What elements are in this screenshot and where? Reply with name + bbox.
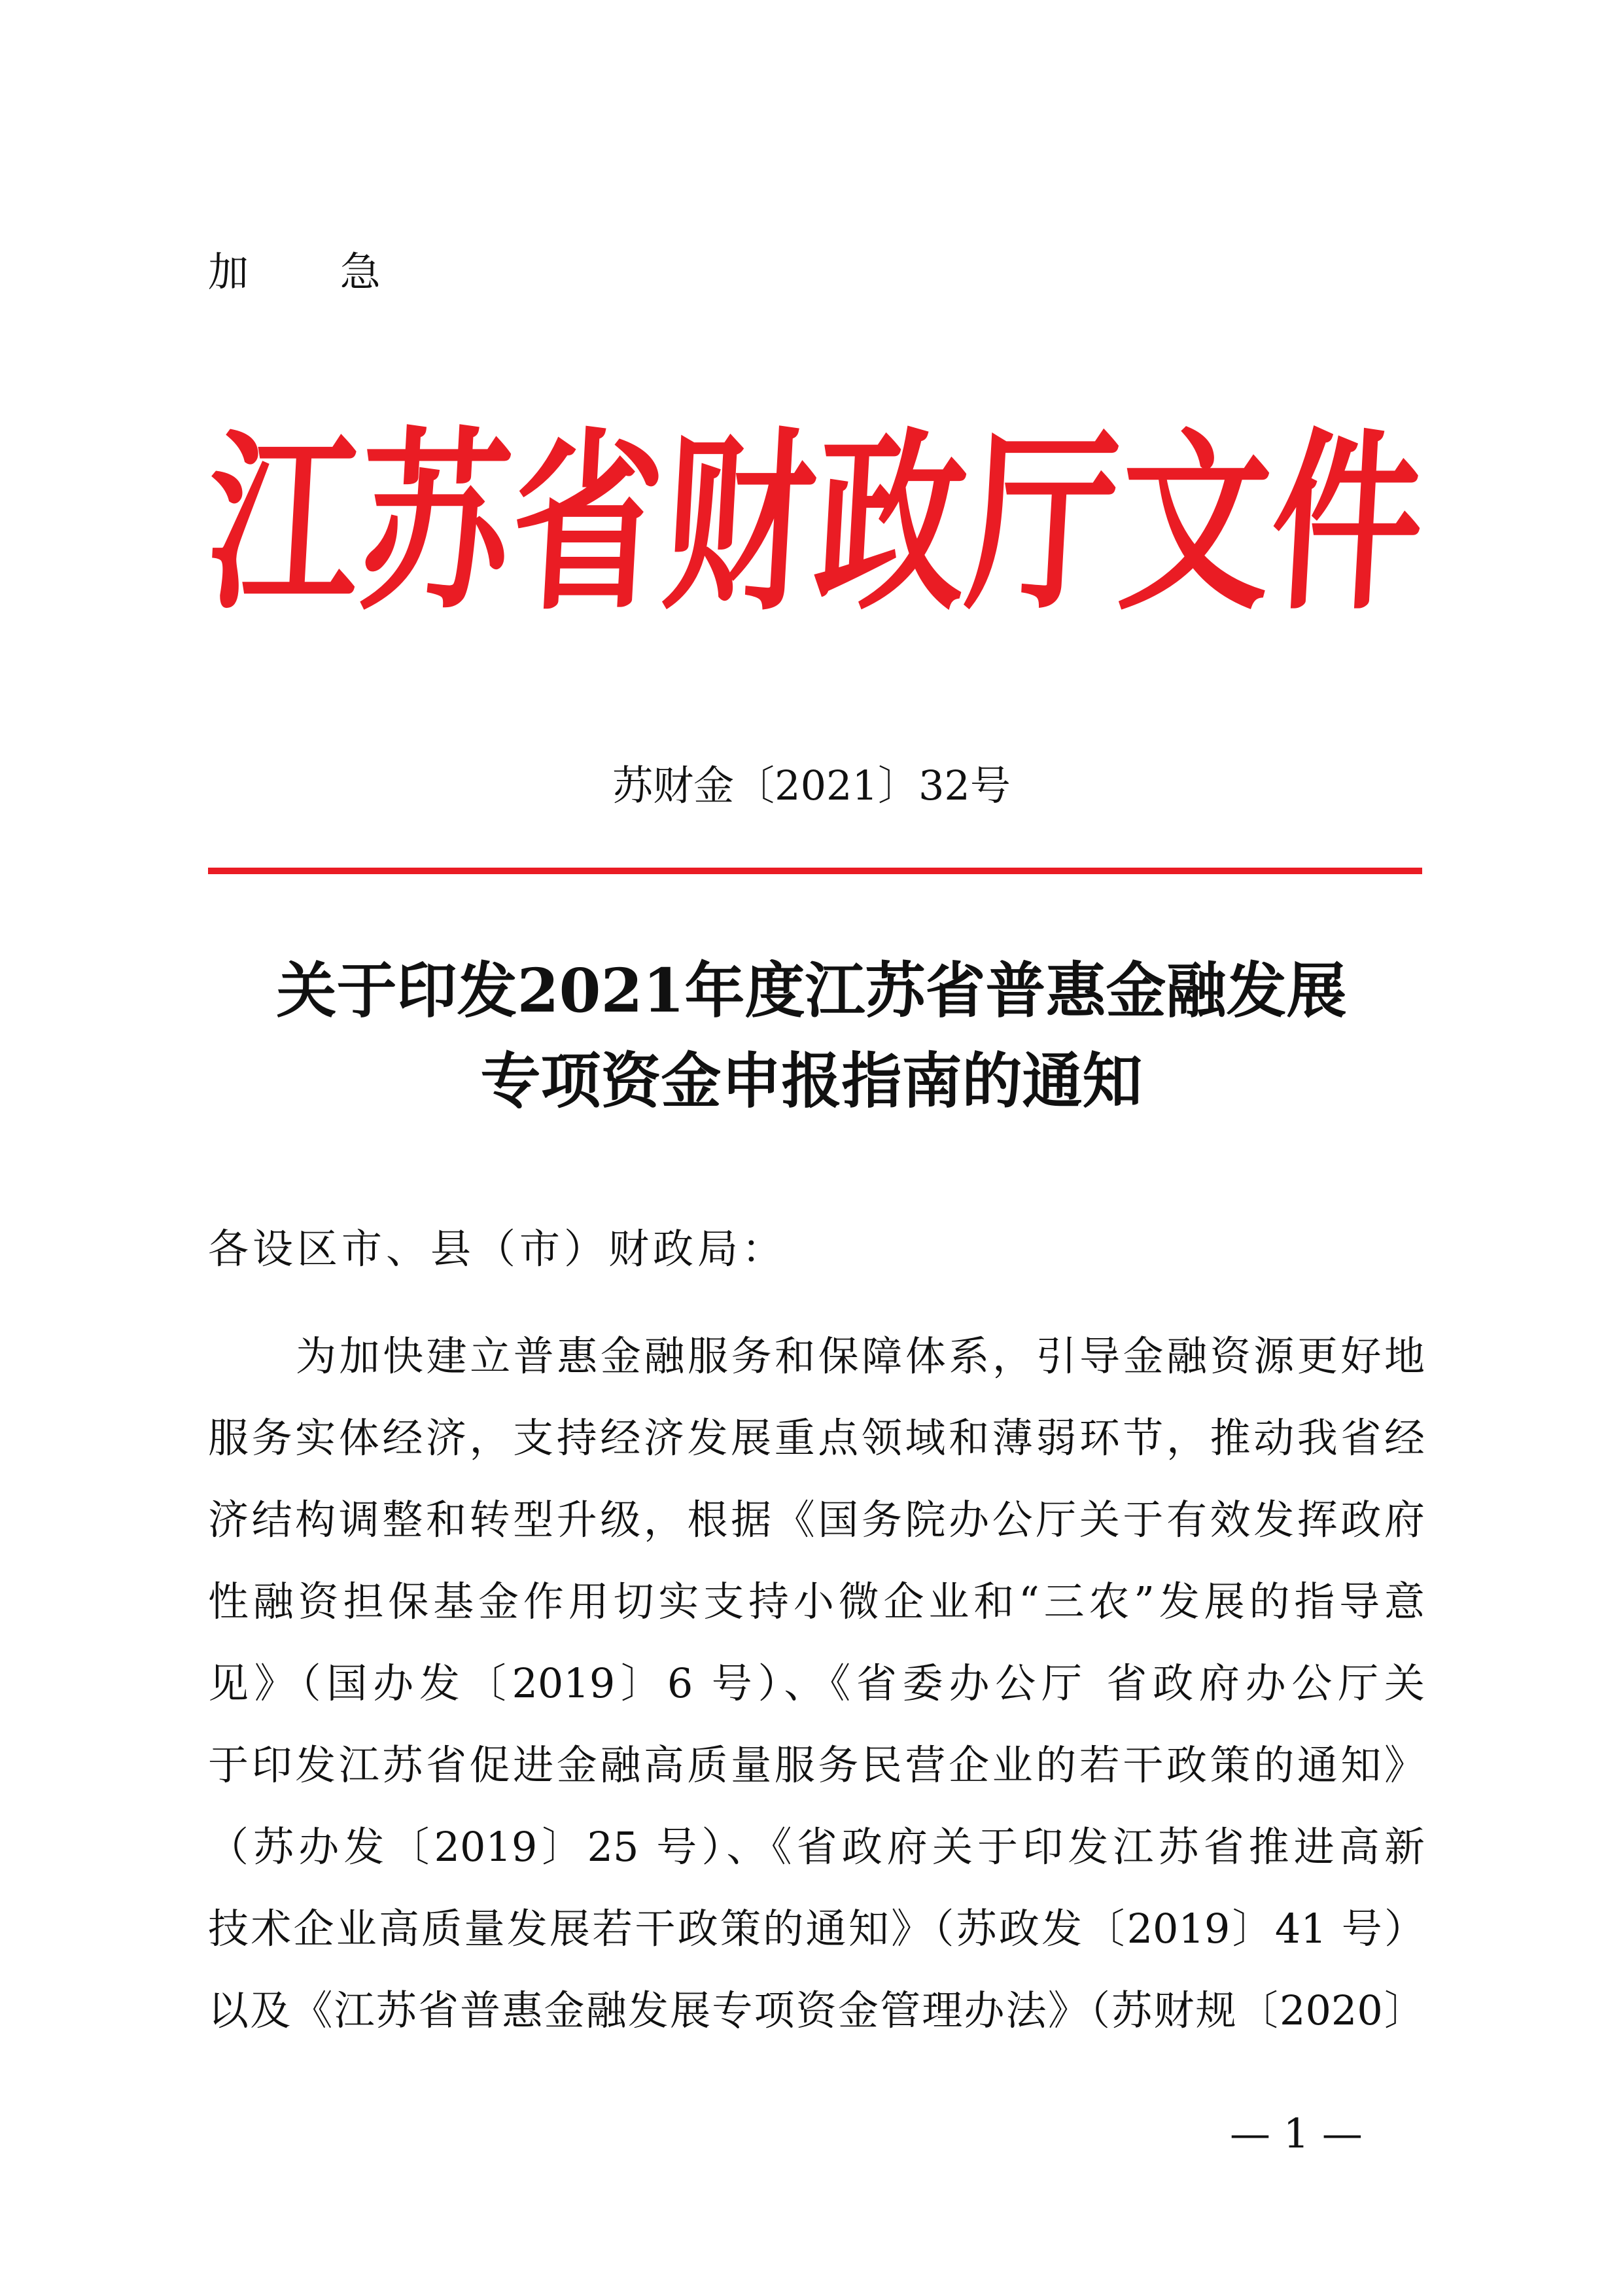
issuer-title-char: 文 (1113, 410, 1277, 637)
issuer-title-char: 财 (657, 410, 821, 637)
issuer-title-char: 江 (201, 410, 365, 637)
issuer-title-char: 政 (809, 410, 973, 637)
body-line: 见》（国办发〔2019〕6 号）、《省委办公厅 省政府办公厅关 (208, 1659, 1425, 1707)
body-line: （苏办发〔2019〕25 号）、《省政府关于印发江苏省推进高新 (208, 1823, 1425, 1871)
document-number: 苏财金〔2021〕32号 (612, 762, 1011, 809)
issuer-title-char: 厅 (961, 410, 1125, 637)
urgency-label: 加 急 (208, 248, 420, 296)
document-title-line: 专项资金申报指南的通知 (480, 1046, 1143, 1116)
body-text (208, 1315, 1425, 2051)
body-line: 济结构调整和转型升级，根据《国务院办公厅关于有效发挥政府 (208, 1496, 1425, 1544)
body-line: 技术企业高质量发展若干政策的通知》（苏政发〔2019〕41 号） (208, 1905, 1425, 1952)
document-title (0, 945, 1623, 1126)
red-divider-line (208, 868, 1422, 874)
body-line: 性融资担保基金作用切实支持小微企业和“三农”发展的指导意 (208, 1578, 1425, 1625)
body-line: 以及《江苏省普惠金融发展专项资金管理办法》（苏财规〔2020〕 (208, 1987, 1425, 2034)
issuer-title-char: 省 (506, 410, 669, 637)
body-line: 于印发江苏省促进金融高质量服务民营企业的若干政策的通知》 (208, 1741, 1425, 1789)
issuer-title (201, 410, 1429, 637)
page-number: — 1 — (1230, 2110, 1363, 2157)
body-line: 服务实体经济，支持经济发展重点领域和薄弱环节，推动我省经 (208, 1414, 1425, 1462)
addressee: 各设区市、县（市）财政局： (208, 1225, 787, 1273)
issuer-title-char: 苏 (353, 410, 517, 637)
issuer-title-char: 件 (1265, 410, 1429, 637)
body-line: 为加快建立普惠金融服务和保障体系，引导金融资源更好地 (296, 1332, 1425, 1380)
document-title-line: 关于印发2021年度江苏省普惠金融发展 (276, 955, 1347, 1026)
